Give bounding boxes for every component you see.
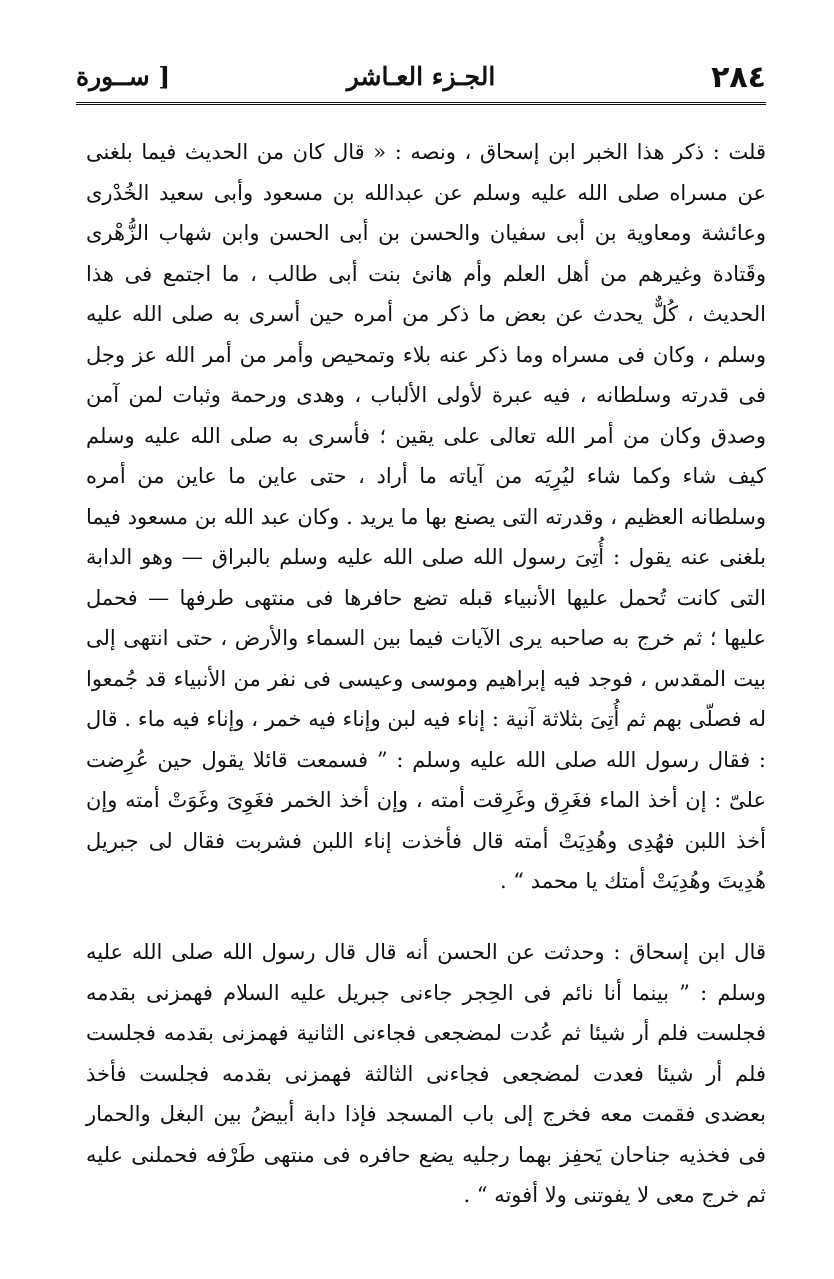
paragraph-1: قلت : ذكر هذا الخبر ابن إسحاق ، ونصه : « قال كان من الحديث فيما بلغنى عن مسراه صلى الله عليه وسلم عن عبدالله بن مسعود وأبى سعيد الخُدْرى وعائشة ومعاوية بن أبى سفيان والحسن بن أبى الحسن وابن شهاب الزُّهْرى وقَتادة وغيرهم من أهل العلم وأم هانئ بنت أبى طالب ، ما اجتمع فى هذا الحديث ، كُلٌّ يحدث عن بعض ما ذكر من أمره حين أسرى به صلى الله عليه وسلم ، وكان فى مسراه وما ذكر عنه بلاء وتمحيص وأمر من أمر الله عز وجل فى قدرته وسلطانه ، فيه عبرة لأولى الألباب ، وهدى ورحمة وثبات لمن آمن وصدق وكان من أمر الله تعالى على يقين ؛ فأسرى به صلى الله عليه وسلم كيف شاء وكما شاء ليُرِيَه من آياته ما أراد ، حتى عاين ما عاين من أمره وسلطانه العظيم ، وقدرته التى يصنع بها ما يريد . وكان عبد الله بن مسعود فيما بلغنى عنه يقول : أُتِىَ رسول الله صلى الله عليه وسلم بالبراق — وهو الدابة التى كانت تُحمل عليها الأنبياء قبله تضع حافرها فى منتهى طرفها — فحمل عليها ؛ ثم خرج به صاحبه يرى الآيات فيما بين السماء والأرض ، حتى انتهى إلى بيت المقدس ، فوجد فيه إبراهيم وموسى وعيسى فى نفر من الأنبياء قد جُمعوا له فصلّى بهم ثم أُتِىَ بثلاثة آنية : إناء فيه لبن وإناء فيه خمر ، وإناء فيه ماء . قال : فقال رسول الله صلى الله عليه وسلم : ” فسمعت قائلا يقول حين عُرِضت علىّ : إن أخذ الماء فغَرِق وغَرِقت أمته ، وإن أخذ الخمر فغَوِىَ وغَوَتْ أمته وإن أخذ اللبن فهُدِى وهُدِيَتْ أمته قال فأخذت إناء اللبن فشربت فقال لى جبريل هُدِيتَ وهُدِيَتْ أمتك يا محمد “ .: [86, 140, 766, 893]
running-title: الجـزء العـاشر: [346, 62, 496, 91]
header-rule: [76, 102, 766, 105]
paragraph-2: قال ابن إسحاق : وحدثت عن الحسن أنه قال قال رسول الله صلى الله عليه وسلم : ” بينما أنا نائم فى الحِجر جاءنى جبريل عليه السلام فهمزنى بقدمه فجلست فلم أر شيئا ثم عُدت لمضجعى فجاءنى الثانية فهمزنى بقدمه فجلست فلم أر شيئا فعدت لمضجعى فجاءنى الثالثة فهمزنى بقدمه فجلست فأخذ بعضدى فقمت معه فخرج إلى باب المسجد فإذا دابة أبيضُ بين البغل والحمار فى فخذيه جناحان يَحفِز بهما رجليه يضع حافره فى منتهى طَرْفه فحملنى عليه ثم خرج معى لا يفوتنى ولا أفوته “ .: [86, 940, 766, 1207]
surah-label: [ ســورة: [76, 62, 171, 91]
page-header: [76, 58, 766, 102]
page-number: ٢٨٤: [711, 60, 766, 95]
